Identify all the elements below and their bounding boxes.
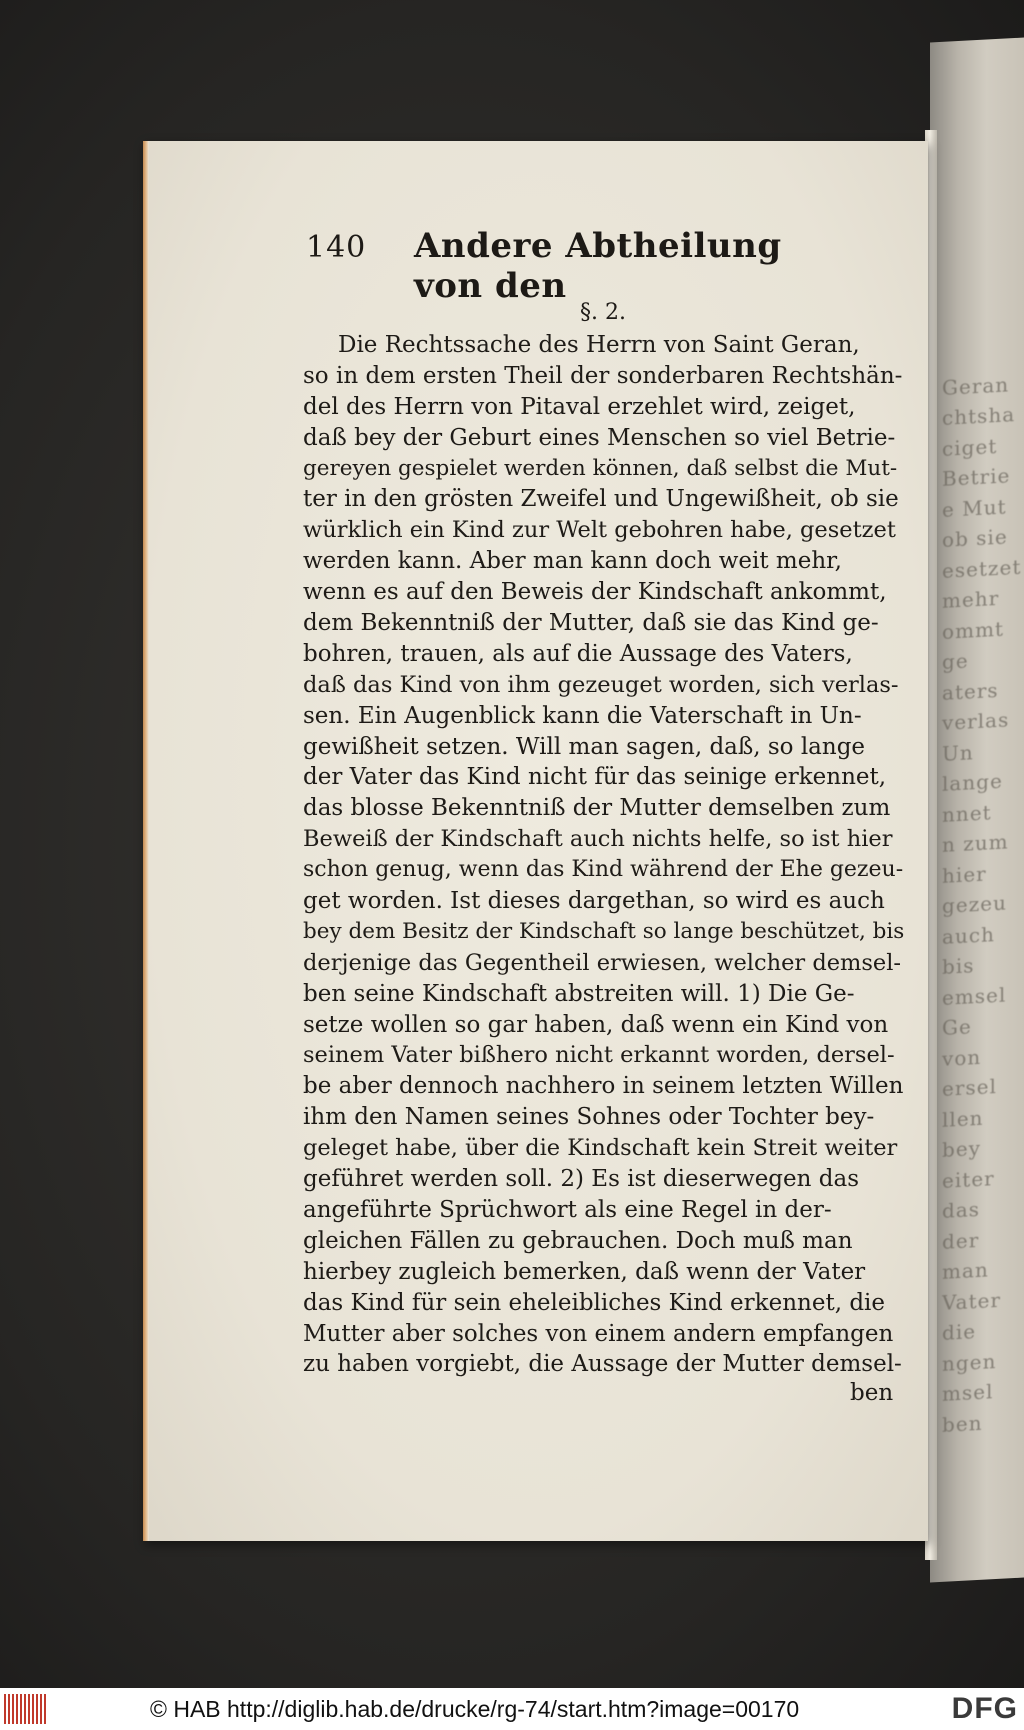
text-line: werden kann. Aber man kann doch weit mehr, bbox=[303, 548, 842, 575]
text-line: get worden. Ist dieses dargethan, so wird es auch bbox=[303, 888, 885, 915]
text-line: hierbey zugleich bemerken, daß wenn der Vater bbox=[303, 1258, 866, 1285]
catchword: ben bbox=[850, 1380, 894, 1406]
text-line: gewißheit setzen. Will man sagen, daß, so lange bbox=[303, 733, 866, 760]
text-line: das blosse Bekenntniß der Mutter demselben zum bbox=[303, 795, 891, 822]
text-line: bey dem Besitz der Kindschaft so lange beschützet, bis bbox=[303, 918, 905, 944]
text-line: daß bey der Geburt eines Menschen so viel Betrie- bbox=[303, 424, 896, 451]
text-line: ben seine Kindschaft abstreiten will. 1) Die Ge- bbox=[303, 980, 855, 1007]
text-line: dem Bekenntniß der Mutter, daß sie das Kind ge- bbox=[303, 610, 879, 637]
text-line: seinem Vater bißhero nicht erkannt worden, dersel- bbox=[303, 1042, 895, 1069]
text-line: Beweiß der Kindschaft auch nichts helfe, so ist hier bbox=[303, 826, 893, 853]
text-line: zu haben vorgiebt, die Aussage der Mutter demsel- bbox=[303, 1351, 902, 1378]
text-line: daß das Kind von ihm gezeuget worden, sich verlas- bbox=[303, 671, 899, 698]
body-text bbox=[303, 330, 905, 1380]
citation-link[interactable]: © HAB http://diglib.hab.de/drucke/rg-74/start.htm?image=00170 bbox=[150, 1696, 800, 1722]
facing-page-edge bbox=[930, 38, 1024, 1583]
text-line: del des Herrn von Pitaval erzehlet wird, zeiget, bbox=[303, 393, 856, 420]
text-line: ihm den Namen seines Sohnes oder Tochter bey- bbox=[303, 1104, 875, 1131]
hab-logo-icon bbox=[4, 1694, 46, 1724]
text-line: Mutter aber solches von einem andern empfangen bbox=[303, 1320, 894, 1347]
text-line: geführet werden soll. 2) Es ist dieserwegen das bbox=[303, 1166, 859, 1193]
text-line: das Kind für sein eheleibliches Kind erkennet, die bbox=[303, 1289, 886, 1316]
facing-page-bleed: Geran chtsha ciget Betrie e Mut ob sie esetzet mehr ommt ge aters verlas Un lange nnet n zum hier gezeu auch bis emsel Ge von ersel llen bey eiter das der man Vater die ngen msel ben bbox=[942, 371, 1022, 1437]
text-line: wenn es auf den Beweis der Kindschaft ankommt, bbox=[303, 579, 887, 606]
text-line: gereyen gespielet werden können, daß selbst die Mut- bbox=[303, 455, 898, 481]
page-number: 140 bbox=[306, 230, 367, 265]
text-line: sen. Ein Augenblick kann die Vaterschaft in Un- bbox=[303, 702, 862, 729]
text-line: Die Rechtssache des Herrn von Saint Geran, bbox=[338, 332, 860, 358]
section-heading: §. 2. bbox=[580, 300, 626, 325]
text-line: so in dem ersten Theil der sonderbaren Rechtshän- bbox=[303, 362, 903, 389]
text-line: geleget habe, über die Kindschaft kein Streit weiter bbox=[303, 1135, 898, 1162]
text-line: be aber dennoch nachhero in seinem letzten Willen bbox=[303, 1073, 904, 1100]
text-line: der Vater das Kind nicht für das seinige erkennet, bbox=[303, 764, 887, 791]
text-line: bohren, trauen, als auf die Aussage des Vaters, bbox=[303, 640, 853, 667]
text-line: schon genug, wenn das Kind während der Ehe gezeu- bbox=[303, 857, 904, 883]
text-line: setze wollen so gar haben, daß wenn ein Kind von bbox=[303, 1011, 889, 1038]
footer-bar bbox=[0, 1688, 1024, 1730]
dfg-logo: DFG bbox=[951, 1692, 1018, 1725]
text-line: angeführte Sprüchwort als eine Regel in der- bbox=[303, 1196, 832, 1223]
text-line: ter in den grösten Zweifel und Ungewißheit, ob sie bbox=[303, 486, 899, 513]
text-line: gleichen Fällen zu gebrauchen. Doch muß man bbox=[303, 1227, 853, 1254]
running-title: Andere Abtheilung von den bbox=[414, 226, 782, 306]
text-line: würklich ein Kind zur Welt gebohren habe, gesetzet bbox=[303, 517, 896, 544]
running-head bbox=[162, 226, 802, 306]
text-line: derjenige das Gegentheil erwiesen, welcher demsel- bbox=[303, 949, 902, 976]
